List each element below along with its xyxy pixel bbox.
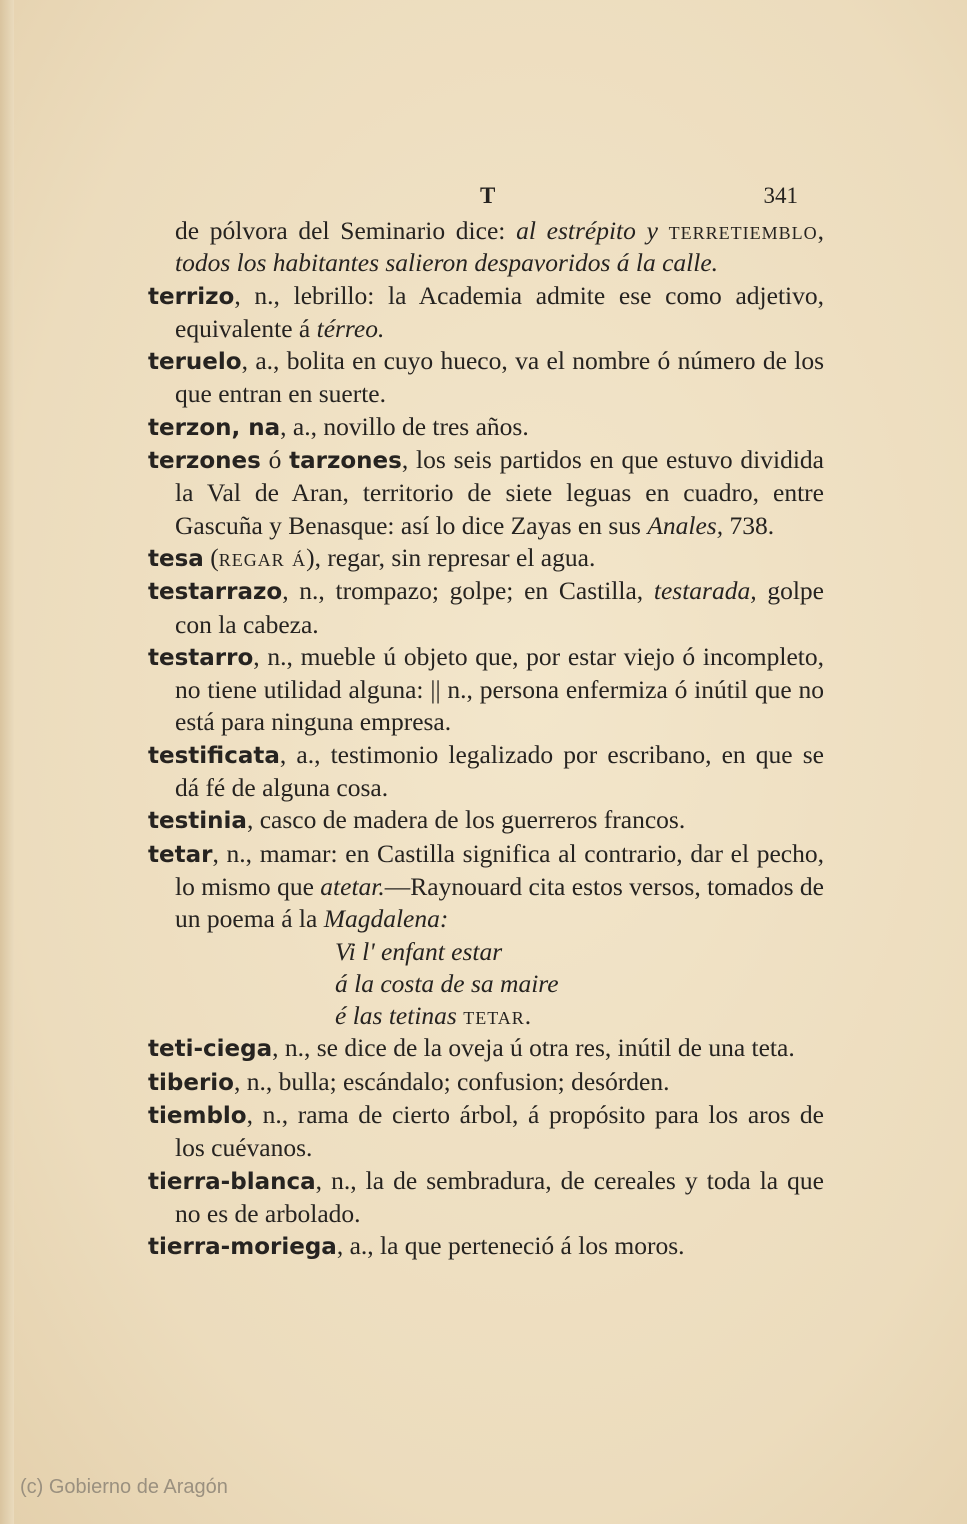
- dictionary-entry: [148, 411, 824, 444]
- running-head: [148, 183, 798, 211]
- headword: testarro: [148, 644, 254, 671]
- entry-text: , n., bulla; escándalo; confusion; desórden.: [233, 1066, 670, 1096]
- italic-text: Anales,: [647, 510, 724, 540]
- headword: tetar: [148, 841, 213, 868]
- entry-text: Vi l' enfant estar: [335, 936, 503, 966]
- headword: tiemblo: [148, 1103, 247, 1130]
- headword: teti-ciega: [148, 1036, 273, 1063]
- entry-text: , n., mueble ú objeto que, por estar viejo ó incompleto, no tiene utilidad alguna: || n., persona enfermiza ó inútil que no está para ninguna empresa.: [175, 641, 824, 737]
- dictionary-entry: [148, 1032, 824, 1065]
- dictionary-entry: [148, 575, 824, 641]
- headword: testarrazo: [148, 579, 283, 606]
- entry-text: , n., lebrillo: la Academia admite ese como adjetivo, equivalente á: [175, 280, 824, 343]
- entry-text: —Raynouard cita estos versos, tomados de un poema á la: [175, 871, 824, 934]
- entry-text: , n., la de sembradura, de cereales y toda la que no es de arbolado.: [175, 1165, 824, 1228]
- dictionary-entry: [148, 280, 824, 346]
- entry-text: (: [203, 542, 219, 572]
- entry-text: ó: [260, 445, 290, 475]
- italic-text: testarada,: [653, 576, 757, 606]
- headword: tierra-moriega: [148, 1234, 337, 1261]
- small-caps-text: tetar.: [463, 1001, 533, 1031]
- headword: teruelo: [148, 349, 242, 376]
- entry-text: , a., la que perteneció á los moros.: [336, 1231, 685, 1261]
- entry-text: , casco de madera de los guerreros francos.: [246, 805, 686, 835]
- headword: tesa: [148, 545, 204, 572]
- entry-text: , n., trompazo; golpe; en Castilla,: [282, 576, 654, 606]
- dictionary-entry: [148, 1165, 824, 1231]
- dictionary-entry: [148, 804, 824, 837]
- dictionary-entry: [148, 739, 824, 805]
- entry-text: golpe con la cabeza.: [175, 576, 824, 639]
- headword: testinia: [148, 808, 247, 835]
- headword: tarzones: [289, 448, 402, 475]
- italic-text: Magdalena:: [323, 904, 449, 934]
- dictionary-entry: [148, 838, 824, 936]
- headword: terrizo: [148, 283, 235, 310]
- headword: tierra-blanca: [148, 1168, 316, 1195]
- entry-text: , a., novillo de tres años.: [280, 411, 529, 441]
- headword: terzon, na: [148, 414, 281, 441]
- entry-text: , a., testimonio legalizado por escribano, en que se dá fé de alguna cosa.: [175, 739, 824, 803]
- dictionary-entry: [148, 542, 824, 575]
- dictionary-entry: [148, 444, 824, 542]
- small-caps-text: regar á: [218, 542, 307, 572]
- entry-text: de pólvora del Seminario dice:: [175, 216, 517, 245]
- dictionary-entries: [148, 215, 824, 1264]
- dictionary-entry: [148, 1230, 824, 1263]
- entry-text: , n., se dice de la oveja ú otra res, inútil de una teta.: [272, 1033, 795, 1063]
- page-number: 341: [763, 183, 798, 208]
- headword: tiberio: [148, 1069, 234, 1096]
- italic-text: todos los habitantes salieron despavoridos á la calle.: [175, 248, 719, 278]
- small-caps-text: terretiemblo: [668, 216, 818, 245]
- entry-text: , n., mamar: en Castilla significa al contrario, dar el pecho, lo mismo que: [175, 838, 824, 901]
- copyright-watermark: (c) Gobierno de Aragón: [20, 1476, 228, 1498]
- entry-text: , los seis partidos en que estuvo dividida la Val de Aran, territorio de siete leguas en cuadro, entre Gascuña y Benasque: así lo dice Zayas en sus: [175, 445, 824, 540]
- italic-text: térreo.: [316, 313, 385, 343]
- entry-text: á la costa de sa maire: [335, 968, 559, 998]
- dictionary-entry: [148, 345, 824, 411]
- italic-text: al estrépito y: [516, 216, 669, 245]
- entry-text: ), regar, sin represar el agua.: [306, 542, 596, 572]
- dictionary-entry: [148, 1099, 824, 1165]
- entry-text: , n., rama de cierto árbol, á propósito para los aros de los cuévanos.: [175, 1100, 824, 1163]
- dictionary-entry: [148, 1066, 824, 1099]
- page-edge: [0, 0, 14, 1524]
- entry-text: é las tetinas: [335, 1001, 464, 1031]
- entry-text: ,: [817, 216, 824, 245]
- headword: testificata: [148, 742, 280, 769]
- italic-text: atetar.: [320, 871, 385, 901]
- entry-text: , a., bolita en cuyo hueco, va el nombre ó número de los que entran en suerte.: [175, 346, 824, 409]
- dictionary-entry: [148, 641, 824, 739]
- verse-line: [148, 1000, 824, 1032]
- headword: terzones: [148, 448, 261, 475]
- dictionary-entry: [148, 215, 824, 280]
- verse-line: [148, 936, 824, 968]
- entry-text: 738.: [723, 510, 775, 540]
- section-letter: T: [480, 183, 496, 208]
- verse-line: [148, 968, 824, 1000]
